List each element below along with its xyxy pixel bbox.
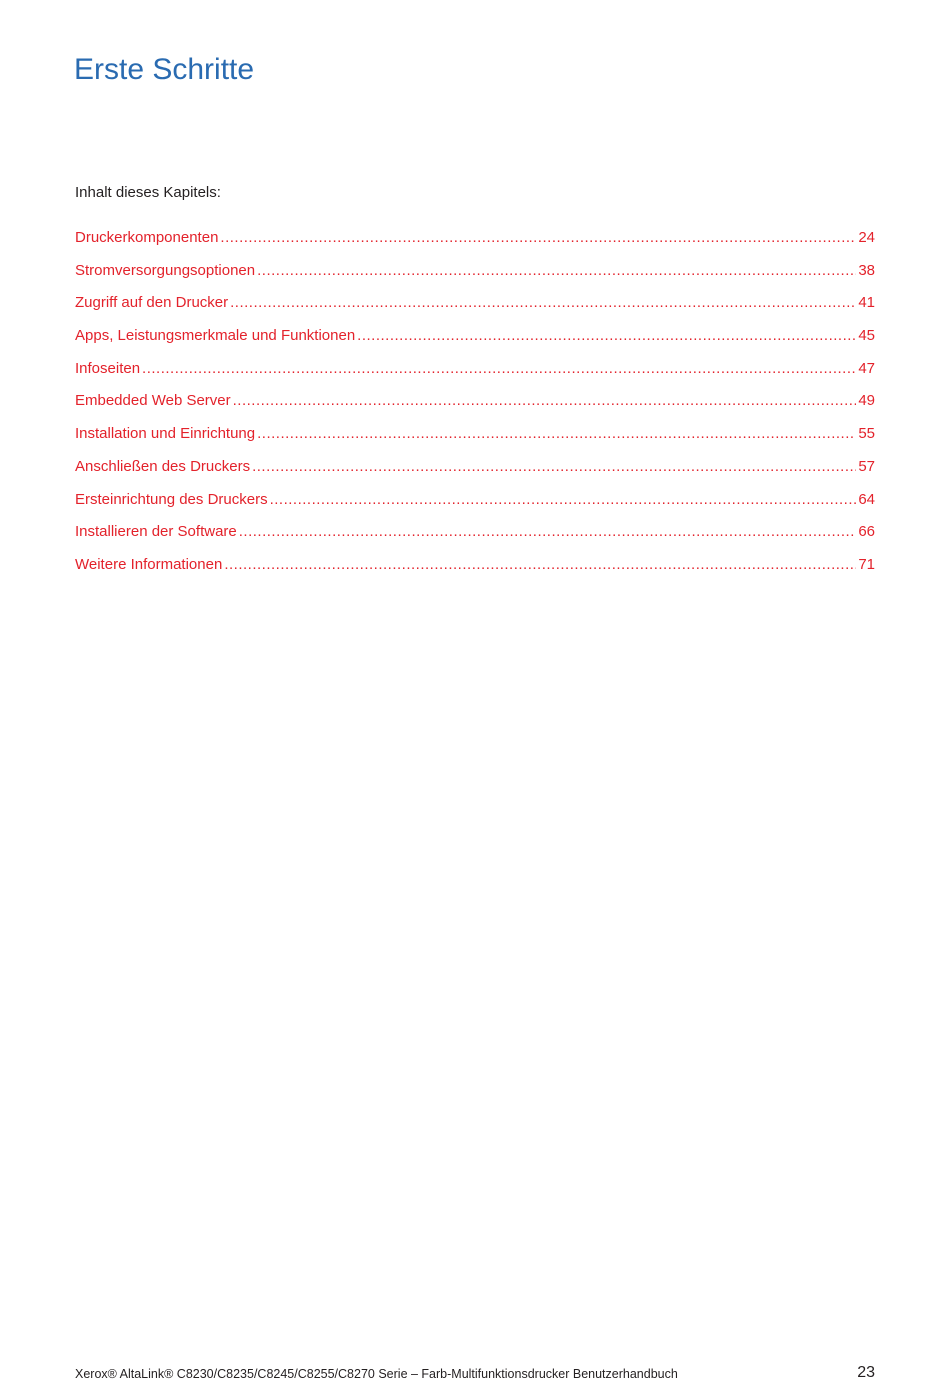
toc-entry-label: Installieren der Software	[75, 523, 237, 541]
toc-entry-label: Embedded Web Server	[75, 392, 231, 410]
page-title: Erste Schritte	[74, 53, 255, 86]
toc-dot-leader	[357, 326, 856, 346]
page-footer	[75, 1364, 875, 1384]
toc-dot-leader	[252, 457, 856, 477]
toc-dot-leader	[230, 293, 856, 313]
toc-entry-ersteinrichtung-des-druckers[interactable]	[75, 490, 875, 510]
toc-page-number: 66	[858, 523, 875, 541]
toc-entry-label: Stromversorgungsoptionen	[75, 261, 256, 279]
toc-entry-label: Druckerkomponenten	[75, 229, 219, 246]
toc-dot-leader	[257, 424, 856, 444]
toc-entry-infoseiten[interactable]	[75, 359, 875, 379]
toc-entry-druckerkomponenten[interactable]	[75, 228, 875, 248]
toc-entry-label: Weitere Informationen	[75, 555, 223, 573]
toc-dot-leader	[233, 391, 857, 411]
toc-entry-stromversorgungsoptionen[interactable]	[75, 261, 875, 281]
toc-entry-label: Installation und Einrichtung	[75, 425, 256, 443]
toc-page-number: 71	[858, 555, 875, 573]
toc-page-number: 38	[858, 261, 875, 279]
footer-page-number: 23	[857, 1364, 875, 1381]
footer-document-title: Xerox® AltaLink® C8230/C8235/C8245/C8255/C8270 Serie – Farb-Multifunktionsdrucker Benutzerhandbuch	[75, 1367, 678, 1381]
toc-page-number: 49	[858, 392, 875, 410]
toc-entry-label: Apps, Leistungsmerkmale und Funktionen	[75, 327, 356, 345]
chapter-contents-intro: Inhalt dieses Kapitels:	[75, 184, 221, 201]
toc-page-number: 24	[858, 229, 875, 246]
toc-dot-leader	[239, 522, 857, 542]
toc-page-number: 45	[858, 327, 875, 345]
toc-dot-leader	[257, 261, 856, 281]
toc-entry-label: Infoseiten	[75, 359, 141, 377]
toc-entry-anschliessen-des-druckers[interactable]	[75, 457, 875, 477]
toc-dot-leader	[220, 228, 856, 248]
table-of-contents	[75, 228, 875, 588]
toc-page-number: 57	[858, 457, 875, 475]
toc-dot-leader	[224, 555, 856, 575]
toc-entry-label: Anschließen des Druckers	[75, 457, 251, 475]
toc-page-number: 41	[858, 294, 875, 312]
toc-dot-leader	[270, 490, 857, 510]
toc-entry-apps-leistungsmerkmale[interactable]	[75, 326, 875, 346]
toc-entry-weitere-informationen[interactable]	[75, 555, 875, 575]
toc-dot-leader	[142, 359, 856, 379]
toc-entry-label: Ersteinrichtung des Druckers	[75, 490, 268, 508]
toc-page-number: 47	[858, 359, 875, 377]
toc-entry-embedded-web-server[interactable]	[75, 391, 875, 411]
toc-entry-label: Zugriff auf den Drucker	[75, 294, 229, 312]
toc-entry-zugriff-auf-den-drucker[interactable]	[75, 293, 875, 313]
toc-entry-installation-und-einrichtung[interactable]	[75, 424, 875, 444]
toc-entry-installieren-der-software[interactable]	[75, 522, 875, 542]
toc-page-number: 55	[858, 425, 875, 443]
toc-page-number: 64	[858, 490, 875, 508]
